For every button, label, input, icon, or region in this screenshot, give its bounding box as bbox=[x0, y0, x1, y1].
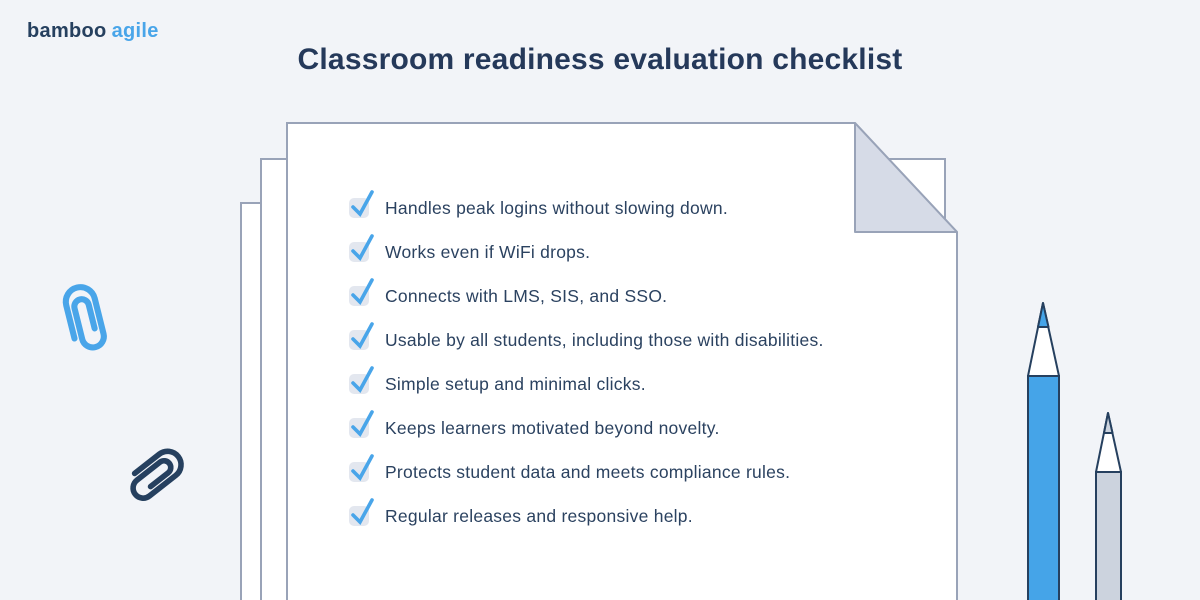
checkbox-checked[interactable] bbox=[349, 506, 369, 526]
check-icon bbox=[349, 190, 376, 217]
logo-brand: bamboo bbox=[27, 20, 107, 42]
checklist-item-label: Usable by all students, including those with disabilities. bbox=[385, 329, 824, 350]
checklist-item-label: Simple setup and minimal clicks. bbox=[385, 373, 646, 394]
checkbox-checked[interactable] bbox=[349, 374, 369, 394]
checklist-item-label: Protects student data and meets compliance rules. bbox=[385, 461, 791, 482]
checkbox-checked[interactable] bbox=[349, 418, 369, 438]
pencil-icon bbox=[1028, 303, 1059, 600]
check-icon bbox=[349, 498, 376, 525]
checkbox-checked[interactable] bbox=[349, 462, 369, 482]
checkbox-checked[interactable] bbox=[349, 242, 369, 262]
logo-suffix: agile bbox=[111, 20, 159, 42]
checklist-item bbox=[349, 506, 824, 526]
checklist-item bbox=[349, 330, 824, 350]
paperclip-icon bbox=[125, 446, 187, 502]
pencil-icon bbox=[1096, 413, 1121, 600]
checkbox-checked[interactable] bbox=[349, 286, 369, 306]
checklist-item-label: Handles peak logins without slowing down. bbox=[385, 197, 728, 218]
check-icon bbox=[349, 234, 376, 261]
checklist-item-label: Works even if WiFi drops. bbox=[385, 241, 591, 262]
checklist bbox=[349, 198, 824, 550]
logo bbox=[27, 20, 159, 43]
check-icon bbox=[349, 410, 376, 437]
checklist-item-label: Regular releases and responsive help. bbox=[385, 505, 693, 526]
paperclip-icon bbox=[63, 284, 106, 351]
checklist-item bbox=[349, 198, 824, 218]
check-icon bbox=[349, 322, 376, 349]
checklist-item-label: Keeps learners motivated beyond novelty. bbox=[385, 417, 720, 438]
page-title: Classroom readiness evaluation checklist bbox=[297, 43, 903, 76]
checklist-item bbox=[349, 462, 824, 482]
checklist-item bbox=[349, 286, 824, 306]
checklist-item bbox=[349, 374, 824, 394]
check-icon bbox=[349, 454, 376, 481]
checklist-item bbox=[349, 418, 824, 438]
checklist-item-label: Connects with LMS, SIS, and SSO. bbox=[385, 285, 668, 306]
checkbox-checked[interactable] bbox=[349, 198, 369, 218]
check-icon bbox=[349, 278, 376, 305]
checkbox-checked[interactable] bbox=[349, 330, 369, 350]
checklist-item bbox=[349, 242, 824, 262]
check-icon bbox=[349, 366, 376, 393]
